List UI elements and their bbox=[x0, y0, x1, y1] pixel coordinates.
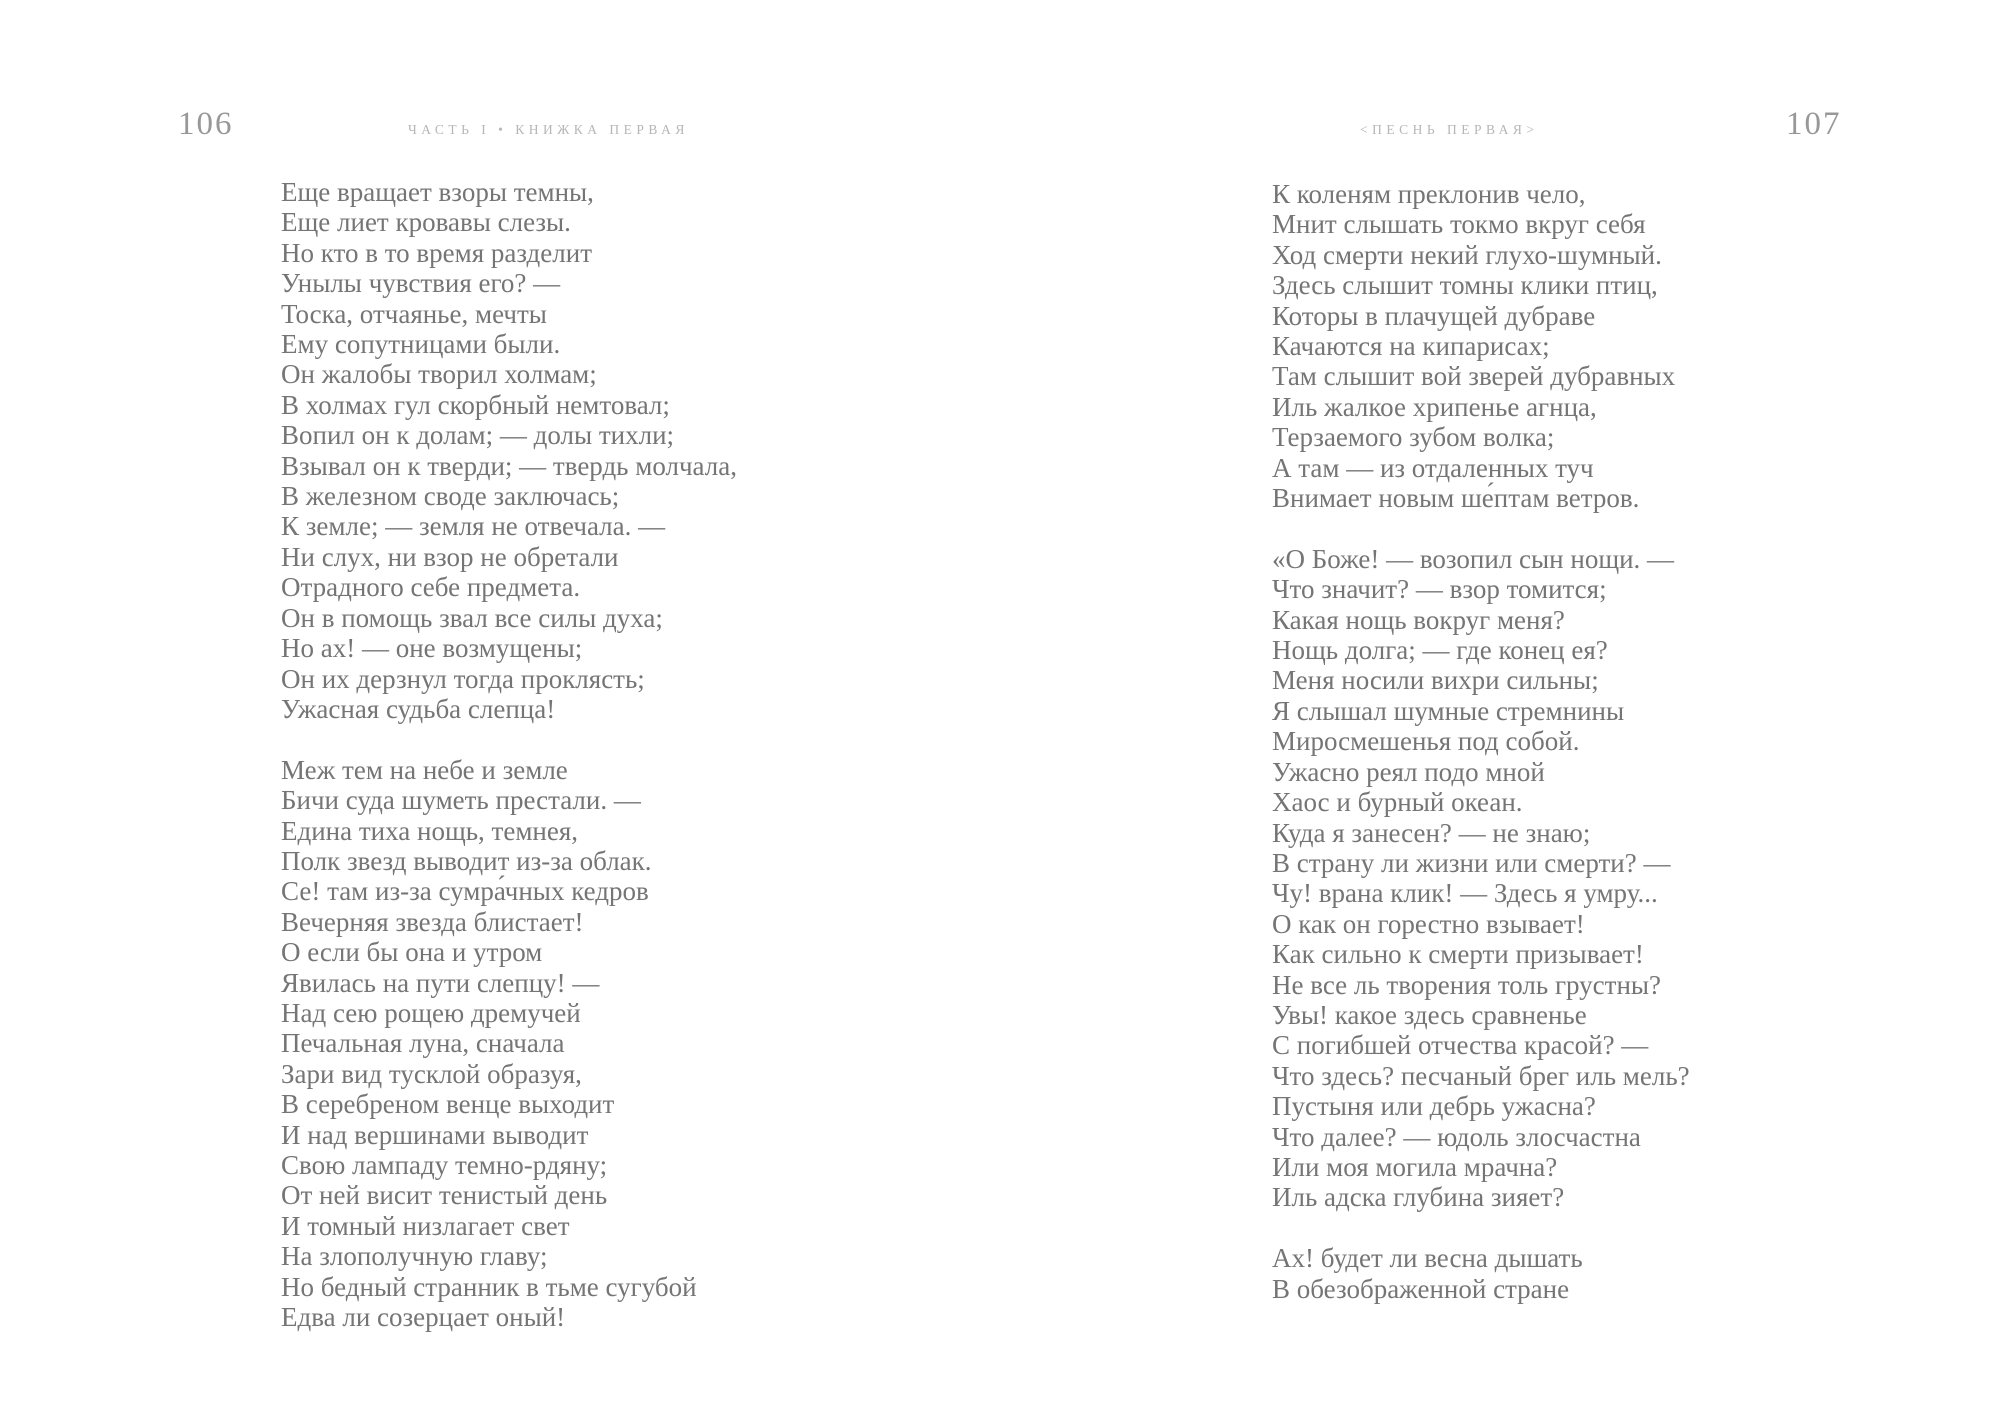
poem-line: Но бедный странник в тьме сугубой bbox=[281, 1271, 697, 1302]
poem-line: Как сильно к смерти призывает! bbox=[1272, 939, 1644, 970]
poem-line: Отрадного себе предмета. bbox=[281, 572, 581, 603]
poem-line: Ужасная судьба слепца! bbox=[281, 693, 556, 724]
poem-line: От ней висит тенистый день bbox=[281, 1180, 608, 1211]
poem-line: С погибшей отчества красой? — bbox=[1272, 1030, 1649, 1061]
poem-line: В страну ли жизни или смерти? — bbox=[1272, 847, 1671, 878]
poem-line: О если бы она и утром bbox=[281, 937, 543, 968]
poem-line: Внимает новым ше́птам ветров. bbox=[1272, 483, 1640, 514]
poem-line: К коленям преклонив чело, bbox=[1272, 179, 1586, 209]
poem-line: Еще лиет кровавы слезы. bbox=[281, 207, 571, 238]
poem-line: Печальная луна, сначала bbox=[281, 1028, 565, 1059]
poem-line: В серебреном венце выходит bbox=[281, 1089, 615, 1120]
poem-line: Увы! какое здесь сравненье bbox=[1272, 999, 1587, 1030]
poem-line: Которы в плачущей дубраве bbox=[1272, 300, 1596, 331]
poem-line: Полк звезд выводит из-за облак. bbox=[281, 845, 652, 876]
poem-line: Свою лампаду темно-рдяну; bbox=[281, 1149, 608, 1180]
poem-line: Зари вид тусклой образуя, bbox=[281, 1058, 582, 1089]
left-page-number: 106 bbox=[178, 106, 234, 142]
poem-line: Ему сопутницами были. bbox=[281, 329, 561, 360]
poem-line: На злополучную главу; bbox=[281, 1241, 548, 1272]
poem-line: Чу! врана клик! — Здесь я умру... bbox=[1272, 878, 1658, 909]
poem-line: Ужасно реял подо мной bbox=[1272, 756, 1545, 787]
right-page-number: 107 bbox=[1786, 106, 1842, 142]
poem-line: И над вершинами выводит bbox=[281, 1119, 589, 1150]
poem-line: Я слышал шумные стремнины bbox=[1272, 695, 1625, 726]
right-running-header: <ПЕСНЬ ПЕРВАЯ> bbox=[1360, 122, 1539, 137]
poem-line: Что здесь? песчаный брег иль мель? bbox=[1272, 1060, 1690, 1091]
poem-line: Хаос и бурный океан. bbox=[1272, 787, 1523, 818]
poem-line: Он их дерзнул тогда проклясть; bbox=[281, 663, 645, 694]
poem-line: Вопил он к долам; — долы тихли; bbox=[281, 420, 675, 451]
poem-line: Миросмешенья под собой. bbox=[1272, 726, 1580, 757]
poem-line: Явилась на пути слепцу! — bbox=[281, 967, 600, 998]
poem-line: Унылы чувствия его? — bbox=[281, 268, 561, 299]
poem-line: Вечерняя звезда блистает! bbox=[281, 906, 584, 937]
poem-line: О как он горестно взывает! bbox=[1272, 908, 1585, 939]
poem-line: Бичи суда шуметь престали. — bbox=[281, 785, 641, 816]
poem-line: В железном своде заключась; bbox=[281, 481, 620, 512]
poem-line: Пустыня или дебрь ужасна? bbox=[1272, 1091, 1596, 1122]
poem-line: Нощь долга; — где конец ея? bbox=[1272, 635, 1608, 666]
stanza bbox=[1272, 544, 1690, 1213]
poem-line: Но кто в то время разделит bbox=[281, 237, 592, 268]
right-poem-column bbox=[1272, 179, 1690, 1304]
poem-line: Здесь слышит томны клики птиц, bbox=[1272, 270, 1658, 301]
poem-line: А там — из отдаленных туч bbox=[1272, 452, 1594, 483]
poem-line: Или моя могила мрачна? bbox=[1272, 1151, 1558, 1182]
stanza bbox=[281, 755, 737, 1333]
poem-line: В холмах гул скорбный немтовал; bbox=[281, 389, 670, 420]
poem-line: В обезображенной стране bbox=[1272, 1273, 1570, 1304]
poem-line: Куда я занесен? — не знаю; bbox=[1272, 817, 1591, 848]
poem-line: Он жалобы творил холмам; bbox=[281, 359, 597, 390]
poem-line: Тоска, отчаянье, мечты bbox=[281, 298, 547, 329]
poem-line: Меж тем на небе и земле bbox=[281, 754, 568, 785]
poem-line: Не все ль творения толь грустны? bbox=[1272, 969, 1662, 1000]
poem-line: Какая нощь вокруг меня? bbox=[1272, 604, 1565, 635]
poem-line: Ход смерти некий глухо-шумный. bbox=[1272, 239, 1662, 270]
poem-line: Се! там из-за сумра́чных кедров bbox=[281, 876, 649, 907]
poem-line: Что далее? — юдоль злосчастна bbox=[1272, 1121, 1641, 1152]
poem-line: К земле; — земля не отвечала. — bbox=[281, 511, 666, 542]
poem-line: Едва ли созерцает оный! bbox=[281, 1302, 566, 1333]
poem-line: Качаются на кипарисах; bbox=[1272, 331, 1550, 362]
poem-line: Терзаемого зубом волка; bbox=[1272, 422, 1555, 453]
poem-line: И томный низлагает свет bbox=[281, 1210, 570, 1241]
poem-line: Но ах! — оне возмущены; bbox=[281, 633, 583, 664]
poem-line: Он в помощь звал все силы духа; bbox=[281, 602, 663, 633]
poem-line: Иль адска глубина зияет? bbox=[1272, 1182, 1565, 1213]
poem-line: Едина тиха нощь, темнея, bbox=[281, 815, 579, 846]
poem-line: «О Боже! — возопил сын нощи. — bbox=[1272, 543, 1675, 574]
poem-line: Что значит? — взор томится; bbox=[1272, 574, 1607, 605]
poem-line: Ни слух, ни взор не обретали bbox=[281, 541, 619, 572]
stanza bbox=[1272, 1243, 1690, 1304]
poem-line: Взывал он к тверди; — твердь молчала, bbox=[281, 450, 737, 481]
poem-line: Иль жалкое хрипенье агнца, bbox=[1272, 391, 1597, 422]
left-running-header: ЧАСТЬ I • КНИЖКА ПЕРВАЯ bbox=[408, 122, 689, 137]
poem-line: Над сею рощею дремучей bbox=[281, 997, 581, 1028]
poem-line: Ах! будет ли весна дышать bbox=[1272, 1243, 1583, 1274]
stanza bbox=[281, 177, 737, 724]
poem-line: Мнит слышать токмо вкруг себя bbox=[1272, 209, 1646, 240]
poem-line: Еще вращает взоры темны, bbox=[281, 177, 594, 207]
poem-line: Меня носили вихри сильны; bbox=[1272, 665, 1599, 696]
stanza bbox=[1272, 179, 1690, 513]
poem-line: Там слышит вой зверей дубравных bbox=[1272, 361, 1676, 392]
left-poem-column bbox=[281, 177, 737, 1332]
